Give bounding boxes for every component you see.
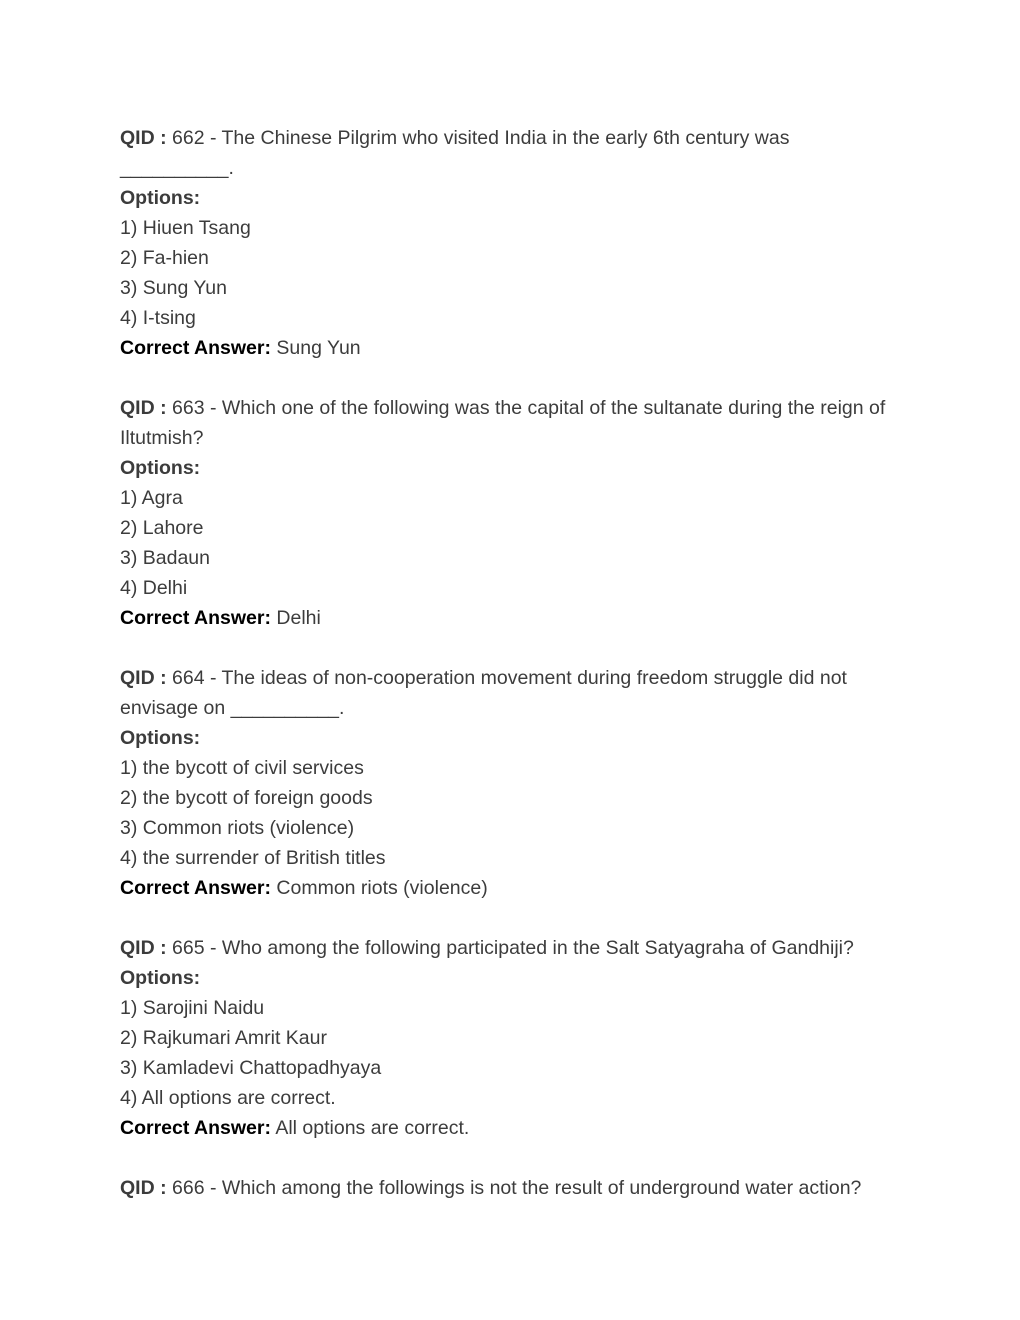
option-item: 4) All options are correct. — [120, 1087, 336, 1109]
qid-label: QID : — [120, 937, 167, 959]
option-item: 3) Badaun — [120, 547, 210, 569]
option-item: 1) Agra — [120, 487, 183, 509]
correct-answer-value: Common riots (violence) — [276, 877, 488, 899]
option-item: 3) Kamladevi Chattopadhyaya — [120, 1057, 382, 1079]
correct-answer-label: Correct Answer: — [120, 877, 271, 899]
correct-answer-label: Correct Answer: — [120, 337, 271, 359]
question-text — [120, 1173, 890, 1203]
correct-answer-value: Sung Yun — [276, 337, 361, 359]
correct-answer-value: Delhi — [276, 607, 321, 629]
option-item: 1) the bycott of civil services — [120, 757, 364, 779]
option-item: 2) Lahore — [120, 517, 204, 539]
option-item: 2) the bycott of foreign goods — [120, 787, 373, 809]
qid-label: QID : — [120, 1177, 167, 1199]
option-item: 1) Hiuen Tsang — [120, 217, 251, 239]
option-item: 1) Sarojini Naidu — [120, 997, 265, 1019]
question-text — [120, 933, 890, 963]
question-block — [120, 663, 890, 903]
options-label: Options: — [120, 457, 201, 479]
correct-answer-label: Correct Answer: — [120, 607, 271, 629]
correct-answer-label: Correct Answer: — [120, 1117, 271, 1139]
question-text — [120, 393, 890, 453]
correct-answer-value: All options are correct. — [275, 1117, 470, 1139]
question-block — [120, 1173, 890, 1203]
option-item: 4) the surrender of British titles — [120, 847, 386, 869]
option-item: 4) I-tsing — [120, 307, 196, 329]
option-item: 2) Fa-hien — [120, 247, 209, 269]
option-item: 3) Common riots (violence) — [120, 817, 355, 839]
qid-label: QID : — [120, 397, 167, 419]
option-item: 2) Rajkumari Amrit Kaur — [120, 1027, 327, 1049]
option-item: 3) Sung Yun — [120, 277, 227, 299]
question-body: 662 - The Chinese Pilgrim who visited India in the early 6th century was __________. — [120, 127, 790, 179]
question-body: 664 - The ideas of non-cooperation movement during freedom struggle did not envisage on __________. — [120, 667, 847, 719]
option-item: 4) Delhi — [120, 577, 188, 599]
correct-answer-line — [120, 873, 890, 903]
options-label: Options: — [120, 967, 201, 989]
question-body: 666 - Which among the followings is not the result of underground water action? — [166, 1177, 862, 1199]
question-block — [120, 393, 890, 633]
correct-answer-line — [120, 333, 890, 363]
qid-label: QID : — [120, 127, 167, 149]
question-text — [120, 663, 890, 723]
question-body: 663 - Which one of the following was the capital of the sultanate during the reign of Iltutmish? — [120, 397, 886, 449]
qid-label: QID : — [120, 667, 167, 689]
question-block — [120, 933, 890, 1143]
correct-answer-line — [120, 1113, 890, 1143]
correct-answer-line — [120, 603, 890, 633]
question-body: 665 - Who among the following participated in the Salt Satyagraha of Gandhiji? — [166, 937, 854, 959]
document-page — [120, 123, 890, 1203]
question-block — [120, 123, 890, 363]
question-text — [120, 123, 890, 183]
options-label: Options: — [120, 187, 201, 209]
options-label: Options: — [120, 727, 201, 749]
